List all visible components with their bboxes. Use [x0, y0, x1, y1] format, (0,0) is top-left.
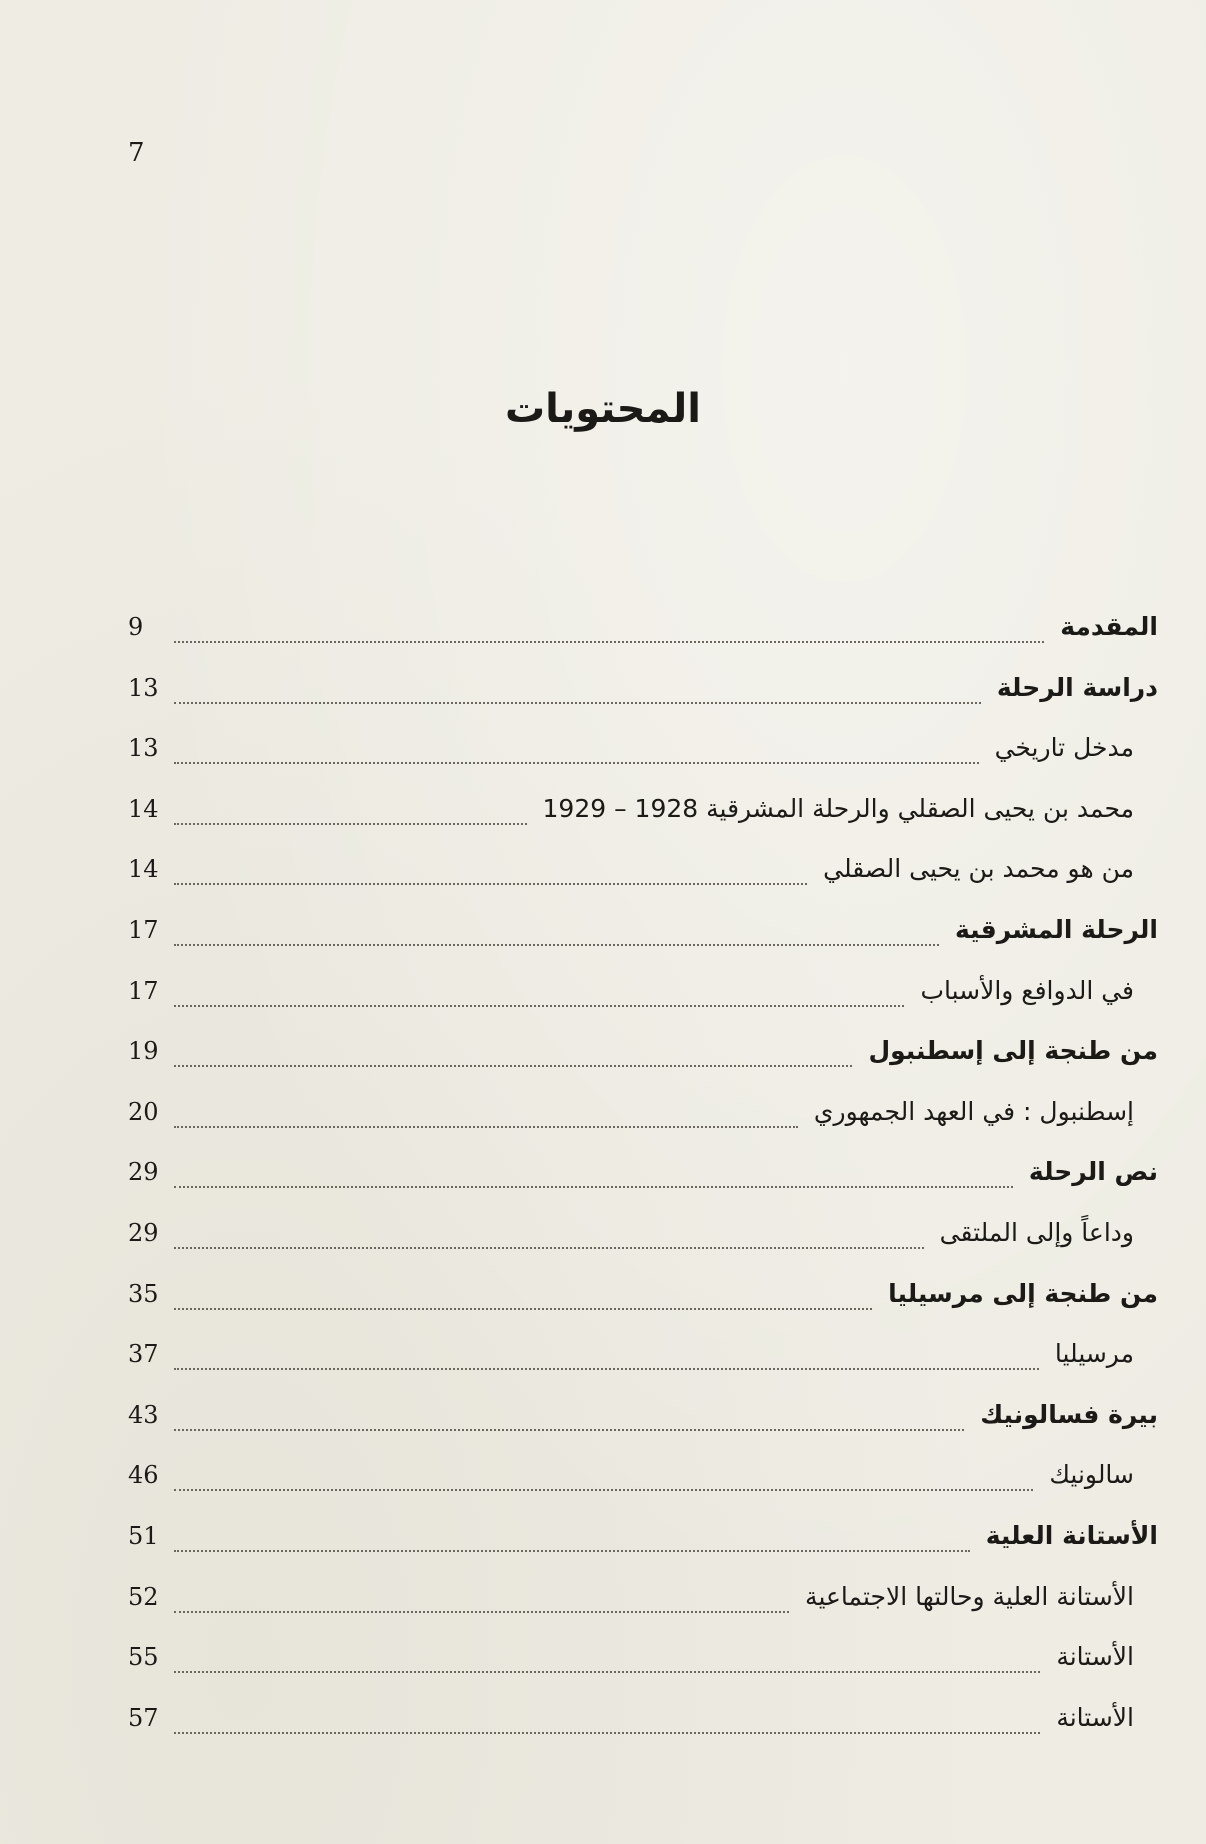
toc-entry: [128, 854, 1158, 894]
dot-leader: [174, 883, 807, 885]
toc-entry: [128, 612, 1158, 652]
toc-entry-page: 14: [128, 855, 159, 884]
toc-entry: [128, 1218, 1158, 1258]
toc-entry-title: نص الرحلة: [1028, 1157, 1158, 1187]
toc-entry: [128, 1642, 1158, 1682]
toc-entry-page: 37: [128, 1340, 159, 1369]
dot-leader: [174, 762, 979, 764]
dot-leader: [174, 1005, 904, 1007]
toc-entry-title: الأستانة: [1056, 1702, 1134, 1732]
dot-leader: [174, 1247, 924, 1249]
toc-entry-title: من طنجة إلى مرسيليا: [888, 1278, 1158, 1308]
toc-entry: [128, 673, 1158, 713]
toc-entry-page: 52: [128, 1582, 159, 1611]
toc-entry: [128, 1279, 1158, 1319]
toc-entry-title: في الدوافع والأسباب: [920, 975, 1134, 1005]
page-number: 7: [128, 138, 145, 168]
toc-entry-page: 55: [128, 1643, 159, 1672]
dot-leader: [174, 1671, 1040, 1673]
toc-entry: [128, 976, 1158, 1016]
toc-entry-title: الأستانة: [1056, 1642, 1134, 1672]
toc-entry-title: مدخل تاريخي: [994, 733, 1134, 763]
dot-leader: [174, 641, 1044, 643]
page-title: المحتويات: [504, 386, 701, 432]
toc-entry-page: 29: [128, 1158, 159, 1187]
toc-entry: [128, 1036, 1158, 1076]
toc-entry-page: 9: [128, 613, 144, 641]
toc-entry-title: الأستانة العلية: [985, 1521, 1158, 1550]
toc-entry-page: 29: [128, 1219, 159, 1247]
toc-entry-page: 51: [128, 1522, 159, 1550]
toc-entry: [128, 1521, 1158, 1561]
toc-entry-page: 13: [128, 673, 159, 702]
toc-entry: [128, 1339, 1158, 1379]
toc-entry-title: بيرة فسالونيك: [980, 1399, 1158, 1429]
dot-leader: [174, 1429, 964, 1431]
toc-entry: [128, 1097, 1158, 1137]
dot-leader: [174, 1732, 1040, 1734]
toc-entry-title: مرسيليا: [1054, 1339, 1134, 1369]
toc-entry-title: وداعاً وإلى الملتقى: [939, 1218, 1134, 1247]
toc-entry-title: الرحلة المشرقية: [954, 915, 1158, 944]
dot-leader: [174, 1489, 1033, 1491]
toc-entry-page: 35: [128, 1279, 159, 1308]
toc-entry-title: من طنجة إلى إسطنبول: [868, 1036, 1158, 1066]
toc-entry: [128, 1157, 1158, 1197]
dot-leader: [174, 1550, 970, 1552]
toc-entry-page: 43: [128, 1400, 159, 1429]
toc-entry: [128, 733, 1158, 773]
toc-entry: [128, 794, 1158, 834]
dot-leader: [174, 702, 981, 704]
toc-entry-title: الأستانة العلية وحالتها الاجتماعية: [805, 1581, 1134, 1611]
toc-entry: [128, 1582, 1158, 1622]
dot-leader: [174, 1368, 1039, 1370]
toc-entry-title: إسطنبول : في العهد الجمهوري: [813, 1096, 1134, 1126]
toc-entry-page: 46: [128, 1461, 159, 1490]
toc-entry-title: من هو محمد بن يحيى الصقلي: [823, 854, 1134, 884]
dot-leader: [174, 1186, 1013, 1188]
toc-entry-page: 14: [128, 794, 159, 823]
dot-leader: [174, 944, 939, 946]
toc-entry-title: دراسة الرحلة: [996, 672, 1158, 702]
dot-leader: [174, 1308, 872, 1310]
toc-entry: [128, 1703, 1158, 1743]
toc-entry-page: 17: [128, 916, 159, 944]
dot-leader: [174, 1126, 798, 1128]
toc-entry-page: 17: [128, 976, 159, 1005]
toc-entry-title: محمد بن يحيى الصقلي والرحلة المشرقية 1928 – 1929: [542, 793, 1134, 823]
toc-entry-page: 19: [128, 1037, 159, 1066]
dot-leader: [174, 823, 527, 825]
toc-entry-page: 13: [128, 734, 159, 763]
toc-entry: [128, 915, 1158, 955]
toc-entry-title: سالونيك: [1049, 1460, 1134, 1490]
toc-entry-page: 57: [128, 1703, 159, 1732]
toc-entry: [128, 1400, 1158, 1440]
dot-leader: [174, 1065, 852, 1067]
toc-entry-page: 20: [128, 1097, 159, 1126]
dot-leader: [174, 1611, 789, 1613]
toc-entry: [128, 1460, 1158, 1500]
toc-entry-title: المقدمة: [1060, 612, 1158, 641]
